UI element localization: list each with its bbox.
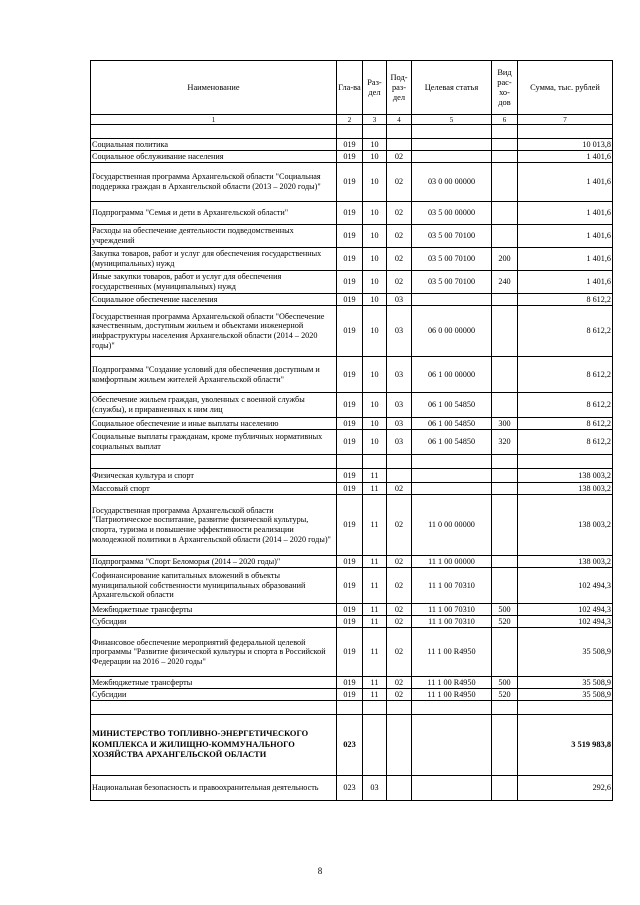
cell-amount: 138 003,2 [518, 469, 613, 483]
header-subsection: Под-раз-дел [387, 61, 412, 115]
cell-expense-type [492, 483, 518, 495]
cell-subsection: 02 [387, 202, 412, 225]
empty-cell [412, 455, 492, 469]
table-row [91, 294, 613, 306]
cell-chapter: 019 [337, 495, 363, 556]
cell-subsection: 02 [387, 568, 412, 604]
cell-section: 11 [363, 495, 387, 556]
cell-chapter: 019 [337, 628, 363, 677]
cell-subsection: 03 [387, 430, 412, 455]
cell-section: 10 [363, 248, 387, 271]
table-row [91, 689, 613, 701]
cell-section: 10 [363, 163, 387, 202]
header-section: Раз-дел [363, 61, 387, 115]
empty-cell [518, 701, 613, 715]
spacer-row [91, 701, 613, 715]
empty-cell [91, 701, 337, 715]
cell-name: Межбюджетные трансферты [91, 604, 337, 616]
cell-subsection: 03 [387, 393, 412, 418]
cell-amount: 138 003,2 [518, 483, 613, 495]
cell-amount: 102 494,3 [518, 568, 613, 604]
cell-name: Социальные выплаты гражданам, кроме публичных нормативных социальных выплат [91, 430, 337, 455]
cell-amount: 1 401,6 [518, 163, 613, 202]
cell-subsection: 02 [387, 616, 412, 628]
cell-amount: 8 612,2 [518, 418, 613, 430]
cell-name: Субсидии [91, 616, 337, 628]
cell-target-article: 06 1 00 54850 [412, 430, 492, 455]
cell-subsection: 02 [387, 677, 412, 689]
cell-subsection: 02 [387, 271, 412, 294]
table-row [91, 628, 613, 677]
cell-target-article [412, 776, 492, 801]
table-row [91, 271, 613, 294]
cell-subsection [387, 715, 412, 776]
cell-section: 10 [363, 225, 387, 248]
cell-target-article: 06 1 00 54850 [412, 393, 492, 418]
page-number: 8 [317, 866, 323, 876]
empty-cell [91, 455, 337, 469]
cell-name: Государственная программа Архангельской области "Патриотическое воспитание, развитие физической культуры, спорта, туризма и повышение эффективности реализации молодежной политики в Архангельской области (2014 – 2020 годы)" [91, 495, 337, 556]
cell-expense-type [492, 163, 518, 202]
cell-section: 11 [363, 469, 387, 483]
cell-amount: 292,6 [518, 776, 613, 801]
table-row [91, 604, 613, 616]
cell-chapter: 019 [337, 556, 363, 568]
cell-section: 03 [363, 776, 387, 801]
cell-expense-type [492, 715, 518, 776]
cell-expense-type: 500 [492, 677, 518, 689]
budget-table [90, 60, 613, 801]
cell-chapter: 019 [337, 139, 363, 151]
cell-expense-type [492, 776, 518, 801]
cell-section: 10 [363, 139, 387, 151]
cell-name: Обеспечение жильем граждан, уволенных с военной службы (службы), и приравненных к ним лиц [91, 393, 337, 418]
cell-expense-type [492, 306, 518, 357]
cell-subsection: 02 [387, 628, 412, 677]
cell-chapter: 019 [337, 294, 363, 306]
cell-section: 11 [363, 568, 387, 604]
cell-amount: 1 401,6 [518, 248, 613, 271]
cell-section: 11 [363, 604, 387, 616]
cell-target-article: 03 5 00 70100 [412, 248, 492, 271]
cell-chapter: 019 [337, 483, 363, 495]
cell-name: Финансовое обеспечение мероприятий федеральной целевой программы "Развитие физической культуры и спорта в Российской Федерации на 2016 – 2020 годы" [91, 628, 337, 677]
cell-chapter: 019 [337, 248, 363, 271]
cell-name: Массовый спорт [91, 483, 337, 495]
cell-chapter: 019 [337, 677, 363, 689]
cell-name: Социальное обслуживание населения [91, 151, 337, 163]
cell-expense-type [492, 393, 518, 418]
cell-subsection: 02 [387, 248, 412, 271]
empty-cell [363, 701, 387, 715]
cell-name: Субсидии [91, 689, 337, 701]
cell-subsection [387, 776, 412, 801]
cell-amount: 1 401,6 [518, 202, 613, 225]
cell-chapter: 019 [337, 568, 363, 604]
table-row [91, 715, 613, 776]
column-number: 4 [387, 115, 412, 125]
cell-section: 10 [363, 294, 387, 306]
cell-name: Закупка товаров, работ и услуг для обеспечения государственных (муниципальных) нужд [91, 248, 337, 271]
cell-expense-type [492, 139, 518, 151]
cell-name: Социальное обеспечение населения [91, 294, 337, 306]
cell-expense-type [492, 568, 518, 604]
cell-chapter: 019 [337, 689, 363, 701]
cell-expense-type [492, 357, 518, 393]
cell-target-article [412, 139, 492, 151]
cell-section: 10 [363, 430, 387, 455]
cell-subsection: 02 [387, 225, 412, 248]
cell-target-article: 11 1 00 70310 [412, 604, 492, 616]
cell-subsection: 02 [387, 556, 412, 568]
cell-expense-type [492, 151, 518, 163]
table-row [91, 151, 613, 163]
empty-cell [363, 125, 387, 139]
cell-name: Подпрограмма "Создание условий для обеспечения доступным и комфортным жильем жителей Архангельской области" [91, 357, 337, 393]
cell-chapter: 023 [337, 715, 363, 776]
cell-section: 11 [363, 556, 387, 568]
cell-target-article: 06 1 00 54850 [412, 418, 492, 430]
cell-expense-type [492, 556, 518, 568]
cell-chapter: 019 [337, 393, 363, 418]
cell-target-article: 11 1 00 70310 [412, 568, 492, 604]
cell-name: Иные закупки товаров, работ и услуг для обеспечения государственных (муниципальных) нужд [91, 271, 337, 294]
column-number: 1 [91, 115, 337, 125]
empty-cell [412, 125, 492, 139]
cell-amount: 8 612,2 [518, 306, 613, 357]
cell-subsection: 03 [387, 294, 412, 306]
table-row [91, 248, 613, 271]
cell-subsection: 02 [387, 483, 412, 495]
table-row [91, 306, 613, 357]
cell-expense-type: 520 [492, 616, 518, 628]
cell-chapter: 019 [337, 151, 363, 163]
cell-expense-type: 500 [492, 604, 518, 616]
column-number: 7 [518, 115, 613, 125]
cell-chapter: 019 [337, 271, 363, 294]
cell-amount: 35 508,9 [518, 689, 613, 701]
cell-expense-type: 320 [492, 430, 518, 455]
cell-amount: 1 401,6 [518, 151, 613, 163]
cell-subsection: 02 [387, 689, 412, 701]
cell-chapter: 019 [337, 469, 363, 483]
cell-name: Государственная программа Архангельской области "Обеспечение качественным, доступным жильем и объектами инженерной инфраструктуры населения Архангельской области (2014 – 2020 годы)" [91, 306, 337, 357]
cell-name: Социальное обеспечение и иные выплаты населению [91, 418, 337, 430]
spacer-row [91, 455, 613, 469]
cell-amount: 8 612,2 [518, 393, 613, 418]
cell-chapter: 019 [337, 163, 363, 202]
cell-expense-type [492, 294, 518, 306]
table-row [91, 357, 613, 393]
column-number: 3 [363, 115, 387, 125]
cell-target-article: 03 5 00 00000 [412, 202, 492, 225]
cell-expense-type [492, 628, 518, 677]
cell-expense-type [492, 495, 518, 556]
table-row [91, 202, 613, 225]
cell-amount: 1 401,6 [518, 225, 613, 248]
cell-section: 10 [363, 306, 387, 357]
cell-subsection: 02 [387, 495, 412, 556]
cell-subsection: 03 [387, 418, 412, 430]
cell-subsection: 03 [387, 357, 412, 393]
cell-section: 11 [363, 628, 387, 677]
table-header [91, 61, 613, 125]
cell-chapter: 019 [337, 604, 363, 616]
cell-target-article: 11 1 00 R4950 [412, 628, 492, 677]
cell-section: 11 [363, 483, 387, 495]
cell-name: Национальная безопасность и правоохранительная деятельность [91, 776, 337, 801]
cell-target-article [412, 151, 492, 163]
empty-cell [91, 125, 337, 139]
cell-amount: 8 612,2 [518, 357, 613, 393]
cell-expense-type [492, 469, 518, 483]
cell-amount: 102 494,3 [518, 616, 613, 628]
empty-cell [387, 701, 412, 715]
table-row [91, 163, 613, 202]
table-row [91, 556, 613, 568]
column-number: 5 [412, 115, 492, 125]
cell-subsection [387, 469, 412, 483]
table-row [91, 495, 613, 556]
empty-cell [363, 455, 387, 469]
cell-amount: 8 612,2 [518, 294, 613, 306]
table-row [91, 483, 613, 495]
table-row [91, 430, 613, 455]
cell-expense-type: 200 [492, 248, 518, 271]
header-chapter: Гла-ва [337, 61, 363, 115]
cell-target-article: 03 5 00 70100 [412, 271, 492, 294]
cell-subsection [387, 139, 412, 151]
cell-target-article: 06 1 00 00000 [412, 357, 492, 393]
cell-target-article: 06 0 00 00000 [412, 306, 492, 357]
cell-section: 10 [363, 418, 387, 430]
column-number: 2 [337, 115, 363, 125]
empty-cell [337, 125, 363, 139]
cell-name: Государственная программа Архангельской области "Социальная поддержка граждан в Архангельской области (2013 – 2020 годы)" [91, 163, 337, 202]
table-row [91, 776, 613, 801]
cell-target-article: 11 0 00 00000 [412, 495, 492, 556]
cell-chapter: 019 [337, 202, 363, 225]
cell-target-article: 11 1 00 00000 [412, 556, 492, 568]
table-row [91, 469, 613, 483]
cell-name: Софинансирование капитальных вложений в объекты муниципальной собственности муниципальных образований Архангельской области [91, 568, 337, 604]
column-number-row [91, 115, 613, 125]
cell-section: 11 [363, 689, 387, 701]
cell-subsection: 02 [387, 163, 412, 202]
empty-cell [518, 125, 613, 139]
cell-section: 10 [363, 202, 387, 225]
empty-cell [387, 125, 412, 139]
cell-expense-type: 300 [492, 418, 518, 430]
cell-chapter: 019 [337, 357, 363, 393]
empty-cell [337, 455, 363, 469]
empty-cell [492, 455, 518, 469]
cell-subsection: 02 [387, 151, 412, 163]
cell-target-article [412, 715, 492, 776]
cell-chapter: 023 [337, 776, 363, 801]
empty-cell [337, 701, 363, 715]
cell-section: 10 [363, 357, 387, 393]
cell-section: 10 [363, 151, 387, 163]
header-amount: Сумма, тыс. рублей [518, 61, 613, 115]
cell-section: 10 [363, 271, 387, 294]
cell-expense-type: 240 [492, 271, 518, 294]
cell-name: Межбюджетные трансферты [91, 677, 337, 689]
empty-cell [492, 701, 518, 715]
cell-target-article: 03 0 00 00000 [412, 163, 492, 202]
cell-expense-type [492, 202, 518, 225]
empty-cell [492, 125, 518, 139]
cell-target-article: 03 5 00 70100 [412, 225, 492, 248]
cell-chapter: 019 [337, 225, 363, 248]
cell-target-article [412, 469, 492, 483]
empty-cell [412, 701, 492, 715]
cell-name: Физическая культура и спорт [91, 469, 337, 483]
cell-amount: 1 401,6 [518, 271, 613, 294]
table-row [91, 393, 613, 418]
cell-section: 11 [363, 677, 387, 689]
cell-section: 10 [363, 393, 387, 418]
cell-amount: 102 494,3 [518, 604, 613, 616]
cell-name: Расходы на обеспечение деятельности подведомственных учреждений [91, 225, 337, 248]
cell-target-article: 11 1 00 70310 [412, 616, 492, 628]
table-body [91, 125, 613, 801]
cell-chapter: 019 [337, 306, 363, 357]
header-name: Наименование [91, 61, 337, 115]
cell-target-article: 11 1 00 R4950 [412, 677, 492, 689]
cell-target-article [412, 294, 492, 306]
cell-subsection: 02 [387, 604, 412, 616]
table-row [91, 568, 613, 604]
header-expense-type: Вид рас-хо-дов [492, 61, 518, 115]
table-row [91, 139, 613, 151]
cell-chapter: 019 [337, 616, 363, 628]
table-row [91, 616, 613, 628]
cell-amount: 8 612,2 [518, 430, 613, 455]
cell-amount: 138 003,2 [518, 495, 613, 556]
empty-cell [387, 455, 412, 469]
cell-target-article [412, 483, 492, 495]
table-row [91, 418, 613, 430]
cell-expense-type: 520 [492, 689, 518, 701]
cell-section: 11 [363, 616, 387, 628]
header-target-article: Целевая статья [412, 61, 492, 115]
cell-name: Социальная политика [91, 139, 337, 151]
cell-amount: 35 508,9 [518, 677, 613, 689]
cell-expense-type [492, 225, 518, 248]
cell-amount: 35 508,9 [518, 628, 613, 677]
table-row [91, 677, 613, 689]
cell-chapter: 019 [337, 418, 363, 430]
cell-amount: 138 003,2 [518, 556, 613, 568]
cell-amount: 3 519 983,8 [518, 715, 613, 776]
cell-chapter: 019 [337, 430, 363, 455]
empty-cell [518, 455, 613, 469]
cell-subsection: 03 [387, 306, 412, 357]
cell-amount: 10 013,8 [518, 139, 613, 151]
cell-target-article: 11 1 00 R4950 [412, 689, 492, 701]
cell-name: МИНИСТЕРСТВО ТОПЛИВНО-ЭНЕРГЕТИЧЕСКОГО КОМПЛЕКСА И ЖИЛИЩНО-КОММУНАЛЬНОГО ХОЗЯЙСТВА АРХАНГЕЛЬСКОЙ ОБЛАСТИ [91, 715, 337, 776]
cell-name: Подпрограмма "Спорт Беломорья (2014 – 2020 годы)" [91, 556, 337, 568]
cell-section [363, 715, 387, 776]
column-number: 6 [492, 115, 518, 125]
spacer-row [91, 125, 613, 139]
cell-name: Подпрограмма "Семья и дети в Архангельской области" [91, 202, 337, 225]
table-row [91, 225, 613, 248]
